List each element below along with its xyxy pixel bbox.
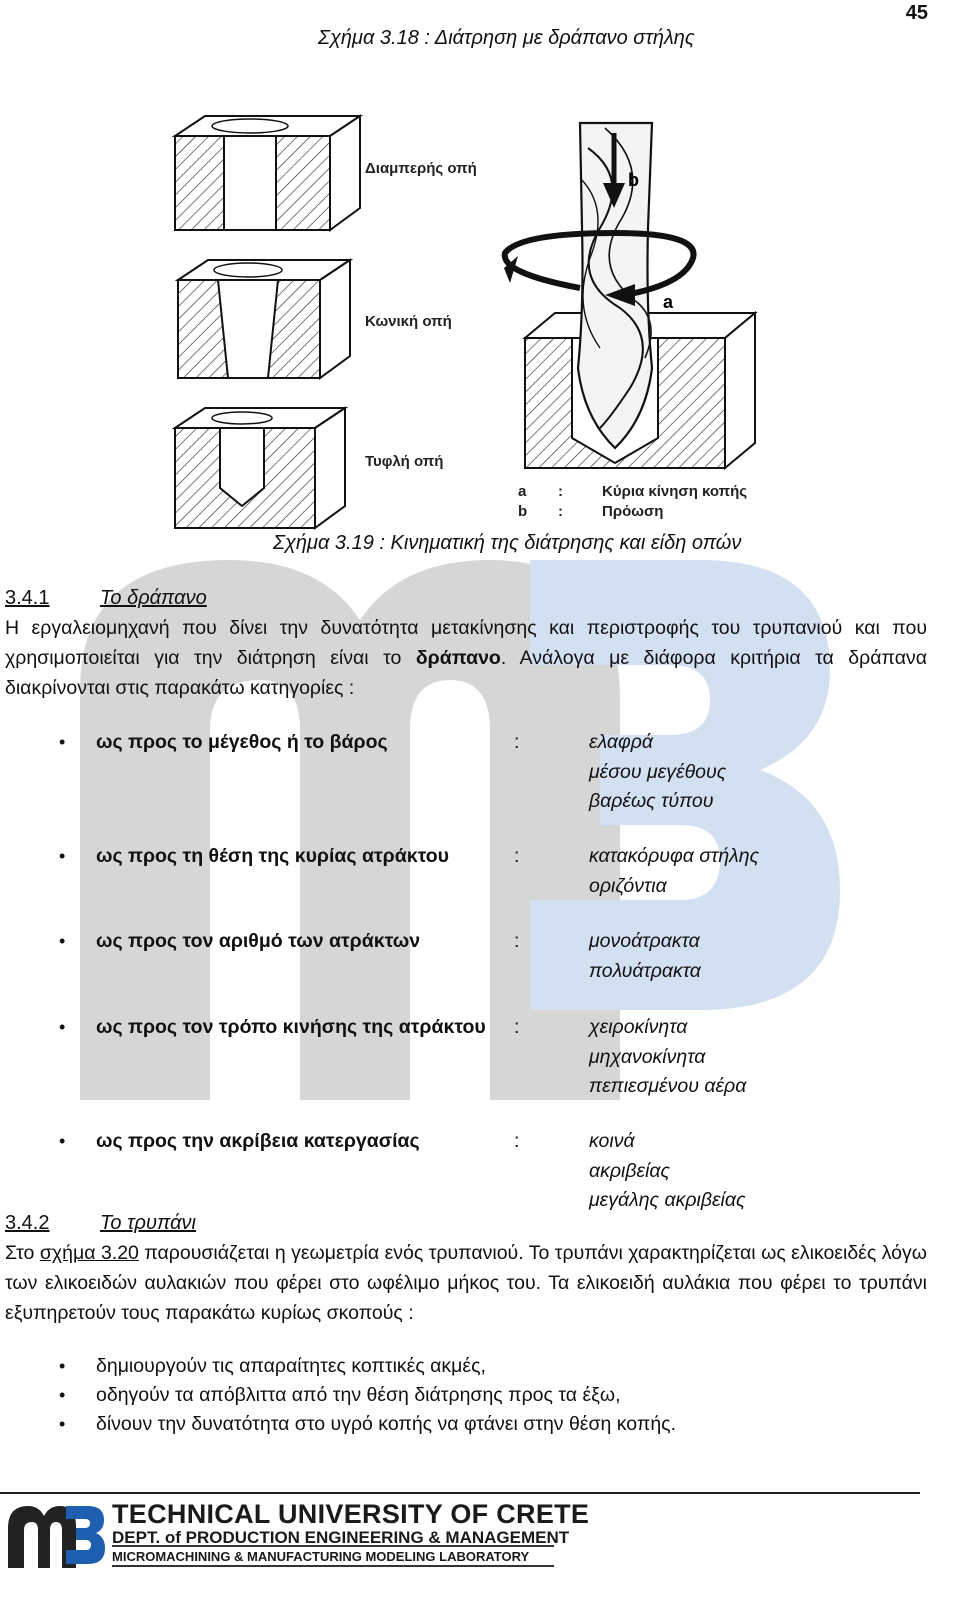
category-label: ως προς τη θέση της κυρίας ατράκτου xyxy=(96,845,449,867)
section-3-4-2-paragraph xyxy=(5,1238,927,1328)
category-values xyxy=(589,1127,745,1216)
category-value: οριζόντια xyxy=(589,874,667,897)
flute-purposes-list xyxy=(59,1352,919,1439)
bullet: • xyxy=(59,1017,66,1037)
category-value: πολυάτρακτα xyxy=(589,959,701,982)
category-value: κατακόρυφα στήλης xyxy=(589,845,760,867)
category-value: μέσου μεγέθους xyxy=(589,760,727,783)
footer-divider xyxy=(0,1492,920,1494)
conical-hole-block xyxy=(178,260,350,378)
category-colon: : xyxy=(514,1130,520,1152)
bullet: • xyxy=(59,931,66,951)
list-item xyxy=(59,1410,919,1439)
category-value: ελαφρά xyxy=(589,731,654,753)
footer-laboratory: MICROMACHINING & MANUFACTURING MODELING LABORATORY xyxy=(112,1549,530,1564)
legend-key-b: b xyxy=(518,503,528,520)
category-value: χειροκίνητα xyxy=(589,1016,688,1038)
legend-text-a: Κύρια κίνηση κοπής xyxy=(602,483,748,500)
paragraph-text: Στο xyxy=(5,1242,40,1264)
paragraph-text-cont: . Ανάλογα με διάφορα κριτήρια τα δράπανα διακρίνονται στις παρακάτω κατηγορίες : xyxy=(5,647,927,699)
category-value: βαρέως τύπου xyxy=(589,790,714,812)
category-values xyxy=(589,842,759,901)
paragraph-text: Η εργαλειομηχανή που δίνει την δυνατότητα μετακίνησης και περιστροφής του τρυπανιού και που χρησιμοποιείται για την διάτρηση είναι το xyxy=(5,617,927,669)
through-hole-label: Διαμπερής οπή xyxy=(365,160,477,177)
category-values xyxy=(589,1013,746,1102)
category-colon: : xyxy=(514,845,520,867)
list-item-text: δημιουργούν τις απαραίτητες κοπτικές ακμές, xyxy=(96,1355,486,1377)
list-item-text: οδηγούν τα απόβλιττα από την θέση διάτρησης προς τα έξω, xyxy=(96,1384,621,1406)
section-3-4-1-paragraph xyxy=(5,613,927,703)
category-values xyxy=(589,728,726,817)
category-colon: : xyxy=(514,731,520,753)
footer-underline xyxy=(112,1565,554,1567)
legend-text-b: Πρόωση xyxy=(602,503,664,520)
section-number: 3.4.1 xyxy=(5,587,50,609)
category-label: ως προς την ακρίβεια κατεργασίας xyxy=(96,1130,420,1152)
figure-legend xyxy=(518,483,747,520)
section-3-4-1-heading xyxy=(5,587,207,610)
legend-sep-b: : xyxy=(558,503,563,520)
bullet: • xyxy=(59,732,66,752)
category-value: ακριβείας xyxy=(589,1159,671,1182)
legend-key-a: a xyxy=(518,483,527,500)
bullet: • xyxy=(59,1356,66,1376)
conical-hole-label: Κωνική οπή xyxy=(365,313,452,330)
category-label: ως προς τον τρόπο κινήσης της ατράκτου xyxy=(96,1016,486,1038)
category-colon: : xyxy=(514,930,520,952)
drill-categories-list xyxy=(59,728,919,1218)
legend-sep-a: : xyxy=(558,483,563,500)
figure-3-19-drawing xyxy=(160,108,780,533)
bullet: • xyxy=(59,1131,66,1151)
category-value: κοινά xyxy=(589,1130,635,1152)
bullet: • xyxy=(59,1385,66,1405)
section-number: 3.4.2 xyxy=(5,1212,50,1234)
category-colon: : xyxy=(514,1016,520,1038)
section-title: Το δράπανο xyxy=(100,587,207,609)
category-value: μεγάλης ακριβείας xyxy=(589,1189,746,1211)
arrow-a-label: a xyxy=(663,292,674,312)
bullet: • xyxy=(59,846,66,866)
arrow-b-label: b xyxy=(628,170,639,190)
blind-hole-label: Τυφλή οπή xyxy=(365,453,444,470)
paragraph-bold-term: δράπανο xyxy=(415,647,501,669)
page-number: 45 xyxy=(905,2,928,24)
bullet: • xyxy=(59,1414,66,1434)
list-item xyxy=(59,1352,919,1381)
footer-university: TECHNICAL UNIVERSITY OF CRETE xyxy=(112,1499,590,1529)
figure-3-19-caption: Σχήμα 3.19 : Κινηματική της διάτρησης και είδη οπών xyxy=(273,532,742,554)
category-values xyxy=(589,927,701,986)
lab-logo xyxy=(6,1500,106,1570)
figure-3-18-caption: Σχήμα 3.18 : Διάτρηση με δράπανο στήλης xyxy=(318,27,695,49)
through-hole-block xyxy=(175,116,360,230)
list-item xyxy=(59,1381,919,1410)
category-label: ως προς τον αριθμό των ατράκτων xyxy=(96,930,421,952)
paragraph-text-cont: παρουσιάζεται η γεωμετρία ενός τρυπανιού. Το τρυπάνι χαρακτηρίζεται ως ελικοειδές λόγω των ελικοειδών αυλακιών που φέρει στο ωφέλιμο μήκος του. Τα ελικοειδή αυλάκια που φέρει το τρυπάνι εξυπηρετούν τους παρακάτω κυρίως σκοπούς : xyxy=(5,1242,927,1324)
footer-department: DEPT. of PRODUCTION ENGINEERING & MANAGEMENT xyxy=(112,1528,570,1547)
category-value: πεπιεσμένου αέρα xyxy=(589,1075,747,1097)
blind-hole-block xyxy=(175,408,345,528)
section-title: Το τρυπάνι xyxy=(100,1212,196,1234)
list-item-text: δίνουν την δυνατότητα στο υγρό κοπής να φτάνει στην θέση κοπής. xyxy=(96,1413,676,1435)
section-3-4-2-heading xyxy=(5,1212,196,1235)
figure-reference-link[interactable]: σχήμα 3.20 xyxy=(39,1242,139,1264)
category-value: μηχανοκίνητα xyxy=(589,1045,706,1068)
category-label: ως προς το μέγεθος ή το βάρος xyxy=(96,731,388,753)
category-value: μονοάτρακτα xyxy=(589,930,700,952)
